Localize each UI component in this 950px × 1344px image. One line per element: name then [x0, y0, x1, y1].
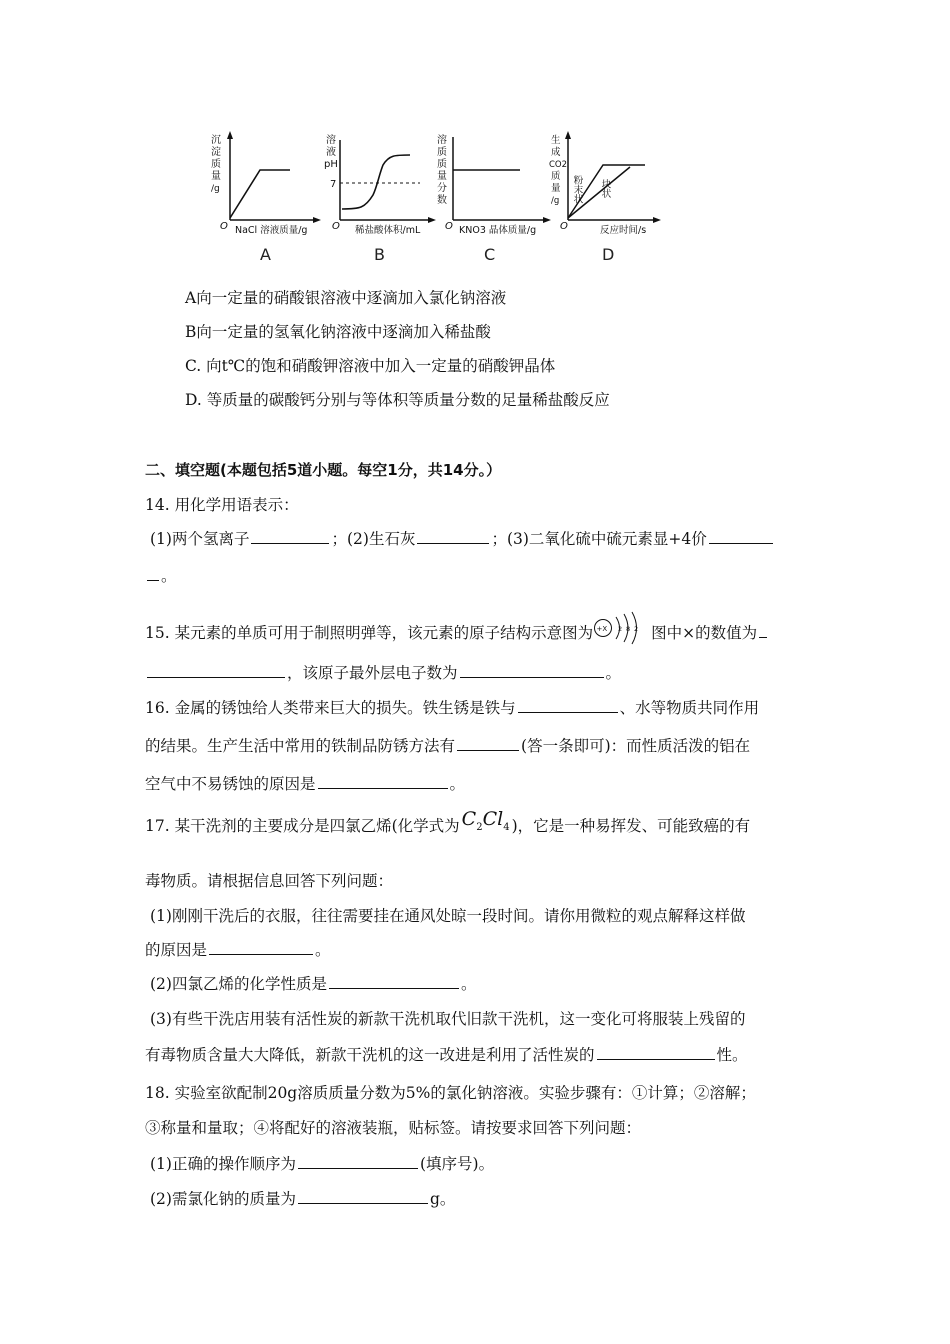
q17-sub1-line2 [145, 939, 331, 961]
panel-a-letter: A [260, 245, 271, 264]
q14-line2 [145, 565, 177, 587]
panel-c-ylabel-3: 质 [437, 159, 447, 170]
panel-d-ylabel-6: /g [551, 196, 560, 206]
q15-line2 [145, 662, 621, 684]
q17-sub2b: 。 [460, 975, 477, 993]
q15-blank1-start[interactable] [759, 622, 767, 638]
panel-a-ylabel-3: 质 [211, 159, 221, 170]
q15-text3: ，该原子最外层电子数为 [287, 664, 458, 682]
q14-blank1[interactable] [251, 528, 329, 544]
panel-d-ylabel-4: 质 [551, 171, 561, 182]
q14-sep1: ； [331, 530, 347, 548]
q17-sub3a: (3)有些干洗店用装有活性炭的新款干洗机取代旧款干洗机，这一变化可将服装上残留的 [150, 1010, 746, 1028]
panel-c-ylabel-2: 质 [437, 147, 447, 158]
q16-blank2[interactable] [457, 735, 519, 751]
q14-end: 。 [161, 567, 177, 585]
q17-sub1c: 。 [315, 941, 331, 959]
q16-line1 [145, 697, 759, 719]
atom-shell-1: 2 [618, 625, 623, 633]
q14-blank3[interactable] [709, 528, 773, 544]
q17-sub2a: (2)四氯乙烯的化学性质是 [150, 975, 327, 993]
q18-blank1[interactable] [298, 1153, 418, 1169]
q17-line1 [145, 808, 751, 845]
q18-sub2a: (2)需氯化钠的质量为 [150, 1190, 296, 1208]
panel-a-ylabel-2: 淀 [211, 147, 221, 158]
q15-blank1[interactable] [147, 662, 285, 678]
panel-b-letter: B [374, 245, 385, 264]
formula-c2cl4: $C_2Cl_4$ [461, 808, 510, 833]
q15-end: 。 [605, 664, 622, 682]
graph-panel-d [549, 131, 661, 236]
panel-d-ylabel-5: 量 [551, 183, 561, 194]
panel-b-ylabel-3: pH [324, 159, 338, 170]
panel-b-ylabel-2: 液 [326, 147, 336, 158]
option-b: B向一定量的氢氧化钠溶液中逐滴加入稀盐酸 [185, 323, 491, 341]
panel-c-origin: O [445, 221, 453, 232]
panel-d-ylabel-1: 生 [551, 135, 561, 146]
q18-line2: ③称量和量取；④将配好的溶液装瓶，贴标签。请按要求回答下列问题： [145, 1119, 642, 1137]
q16-text3a: 空气中不易锈蚀的原因是 [145, 775, 316, 793]
q14-part2: (2)生石灰 [346, 530, 416, 548]
q17-sub1b: 的原因是 [145, 941, 208, 959]
panel-d-origin: O [560, 221, 568, 232]
graph-panel-c [437, 133, 551, 236]
atom-shell-3: 2 [634, 625, 639, 633]
q16-text1b: 、水等物质共同作用 [619, 699, 760, 717]
graph-panel-a [211, 131, 321, 236]
panel-a-xlabel: NaCl 溶液质量/g [235, 225, 308, 236]
q14-part3: (3)二氧化硫中硫元素显+4价 [506, 530, 707, 548]
panel-a-ylabel-1: 沉 [211, 135, 221, 146]
graph-figure [205, 125, 665, 275]
q18-sub1b: (填序号)。 [419, 1155, 495, 1173]
q14-blank3-cont[interactable] [147, 565, 159, 581]
q17-line2: 毒物质。请根据信息回答下列问题： [145, 872, 394, 890]
atom-shell-2: 8 [626, 625, 631, 633]
option-d: D. 等质量的碳酸钙分别与等体积等质量分数的足量稀盐酸反应 [185, 391, 610, 409]
q16-text2a: 的结果。生产生活中常用的铁制品防锈方法有 [145, 737, 456, 755]
q15-line1 [145, 620, 769, 648]
graph-panels-svg [205, 125, 665, 275]
panel-c-ylabel-4: 量 [437, 171, 447, 182]
q17-text1b: )，它是一种易挥发、可能致癌的有 [511, 817, 751, 835]
panel-a-ylabel-5: /g [211, 184, 220, 194]
q14-line1 [150, 528, 775, 550]
q14-stem: 14. 用化学用语表示： [145, 496, 299, 514]
q17-text1a: 17. 某干洗剂的主要成分是四氯乙烯(化学式为 [145, 817, 460, 835]
panel-b-xlabel: 稀盐酸体积/mL [355, 225, 421, 236]
q16-blank1[interactable] [518, 697, 618, 713]
q17-blank2[interactable] [329, 973, 459, 989]
option-c: C. 向t℃的饱和硝酸钾溶液中加入一定量的硝酸钾晶体 [185, 357, 556, 375]
panel-d-xlabel: 反应时间/s [600, 225, 647, 236]
q16-line3 [145, 773, 465, 795]
panel-d-curve-label-powder: 粉末状 [571, 175, 583, 204]
panel-b-ylabel-1: 溶 [326, 135, 336, 146]
panel-a-ylabel-4: 量 [211, 171, 221, 182]
q18-sub1a: (1)正确的操作顺序为 [150, 1155, 296, 1173]
section-title: 二、填空题(本题包括5道小题。每空1分，共14分。） [145, 461, 502, 479]
q16-line2 [145, 735, 750, 757]
panel-d-ylabel-3: CO2 [549, 160, 568, 170]
q14-sep2: ； [491, 530, 507, 548]
q15-text1: 15. 某元素的单质可用于制照明弹等，该元素的原子结构示意图为 [145, 624, 594, 642]
panel-c-ylabel-6: 数 [437, 195, 447, 206]
panel-b-ref-7: 7 [330, 179, 337, 190]
q18-sub2b: g。 [429, 1190, 456, 1208]
panel-c-ylabel-5: 分 [437, 183, 447, 194]
q18-blank2[interactable] [298, 1188, 428, 1204]
q17-blank3[interactable] [597, 1044, 715, 1060]
panel-c-letter: C [484, 245, 496, 264]
q17-sub3b: 有毒物质含量大大降低，新款干洗机的这一改进是利用了活性炭的 [145, 1046, 595, 1064]
q15-blank2[interactable] [460, 662, 604, 678]
panel-d-letter: D [602, 245, 615, 264]
q17-blank1[interactable] [209, 939, 313, 955]
q15-text2: 图中×的数值为 [651, 624, 758, 642]
panel-d-ylabel-2: 成 [551, 147, 561, 158]
q14-part1: (1)两个氢离子 [150, 530, 250, 548]
panel-a-origin: O [220, 221, 228, 232]
q17-sub1a: (1)刚刚干洗后的衣服，往往需要挂在通风处晾一段时间。请你用微粒的观点解释这样做 [150, 907, 746, 925]
atom-structure-diagram [593, 620, 651, 648]
q17-sub3c: 性。 [716, 1046, 748, 1064]
q17-sub2 [150, 973, 476, 995]
q14-blank2[interactable] [417, 528, 489, 544]
panel-d-curve-label-lump: 块状 [599, 179, 611, 198]
q16-text1a: 16. 金属的锈蚀给人类带来巨大的损失。铁生锈是铁与 [145, 699, 516, 717]
panel-c-xlabel: KNO3 晶体质量/g [459, 225, 537, 236]
q18-line1: 18. 实验室欲配制20g溶质质量分数为5%的氯化钠溶液。实验步骤有：①计算；②溶解； [145, 1084, 756, 1102]
panel-c-ylabel-1: 溶 [437, 135, 447, 146]
graph-panel-b [324, 133, 436, 236]
panel-b-origin: O [332, 221, 340, 232]
q17-sub3-line2 [145, 1044, 748, 1066]
q16-text3b: 。 [449, 775, 466, 793]
q18-sub2 [150, 1188, 455, 1210]
option-a: A向一定量的硝酸银溶液中逐滴加入氯化钠溶液 [185, 289, 507, 307]
q18-sub1 [150, 1153, 494, 1175]
q16-text2b: (答一条即可)：而性质活泼的铝在 [521, 737, 751, 755]
atom-nucleus-label: +X [596, 625, 608, 633]
q16-blank3[interactable] [318, 773, 448, 789]
